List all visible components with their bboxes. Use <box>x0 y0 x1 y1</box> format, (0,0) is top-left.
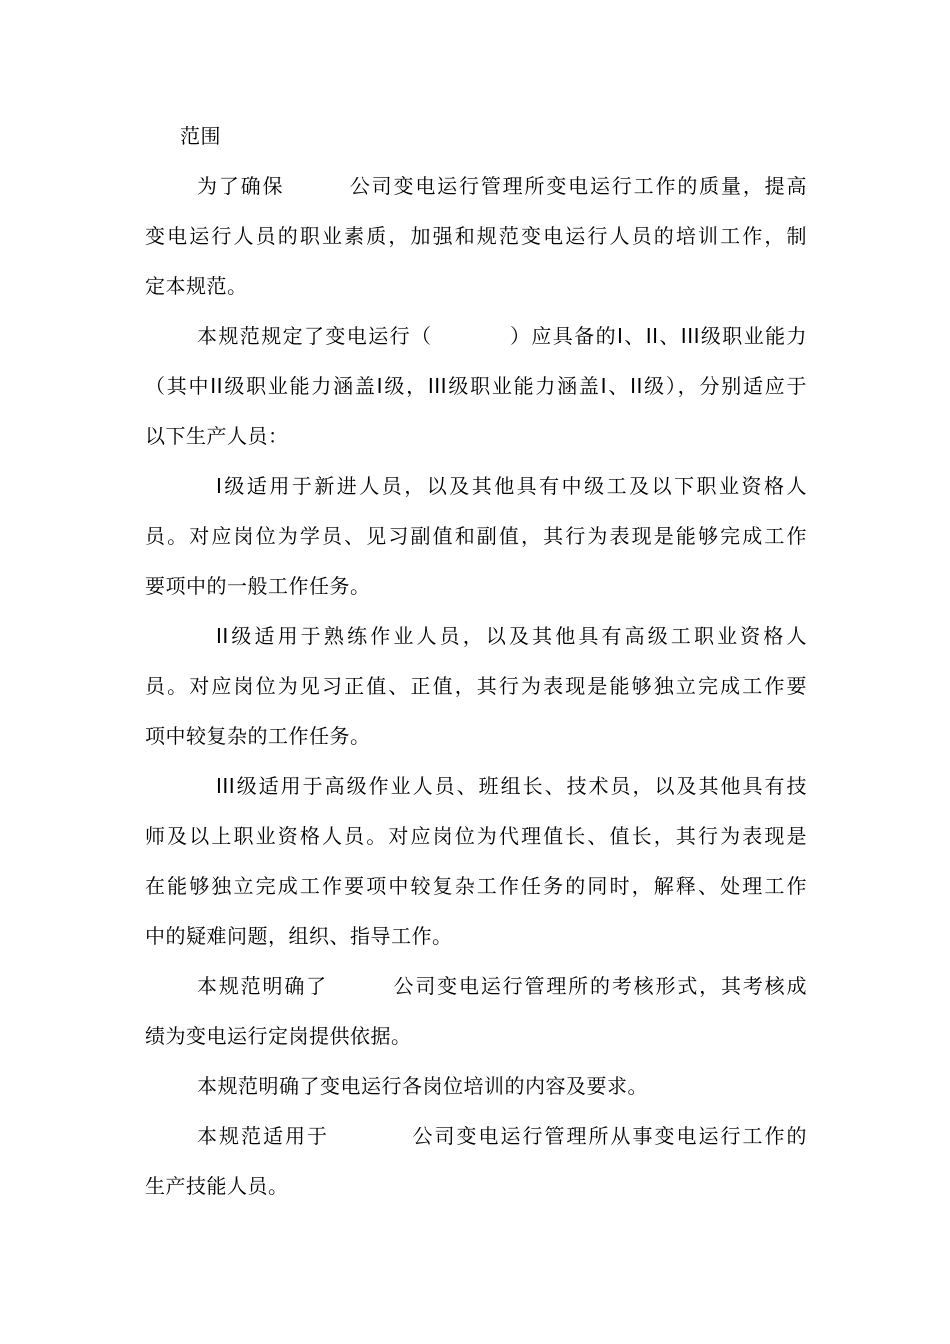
paragraph-3-line-3: 要项中的一般工作任务。 <box>145 574 371 598</box>
paragraph-1-line-1: 为了确保 公司变电运行管理所变电运行工作的质量，提高 <box>197 174 807 198</box>
paragraph-1-line-2: 变电运行人员的职业素质，加强和规范变电运行人员的培训工作，制 <box>145 224 807 248</box>
paragraph-5-line-4: 中的疑难问题，组织、指导工作。 <box>145 924 453 948</box>
paragraph-5-line-3: 在能够独立完成工作要项中较复杂工作任务的同时，解释、处理工作 <box>145 874 807 898</box>
paragraph-3-line-2: 员。对应岗位为学员、见习副值和副值，其行为表现是能够完成工作 <box>145 524 807 548</box>
paragraph-8-line-2: 生产技能人员。 <box>145 1174 289 1198</box>
paragraph-6-line-2: 绩为变电运行定岗提供依据。 <box>145 1024 412 1048</box>
paragraph-3-line-1: I级适用于新进人员，以及其他具有中级工及以下职业资格人 <box>216 474 807 498</box>
paragraph-2-line-1: 本规范规定了变电运行（ ）应具备的I、II、III级职业能力 <box>197 324 807 348</box>
paragraph-5-line-2: 师及以上职业资格人员。对应岗位为代理值长、值长，其行为表现是 <box>145 824 807 848</box>
paragraph-2-line-3: 以下生产人员： <box>145 424 289 448</box>
paragraph-5-line-1: III级适用于高级作业人员、班组长、技术员，以及其他具有技 <box>216 774 807 798</box>
paragraph-4-line-3: 项中较复杂的工作任务。 <box>145 724 371 748</box>
paragraph-8-line-1: 本规范适用于 公司变电运行管理所从事变电运行工作的 <box>197 1124 807 1148</box>
paragraph-4-line-2: 员。对应岗位为见习正值、正值，其行为表现是能够独立完成工作要 <box>145 674 807 698</box>
paragraph-2-line-2: （其中II级职业能力涵盖I级，III级职业能力涵盖I、II级），分别适应于 <box>145 374 807 398</box>
paragraph-6-line-1: 本规范明确了 公司变电运行管理所的考核形式，其考核成 <box>197 974 807 998</box>
section-heading: 范围 <box>180 124 221 148</box>
paragraph-4-line-1: II级适用于熟练作业人员，以及其他具有高级工职业资格人 <box>216 624 807 648</box>
paragraph-1-line-3: 定本规范。 <box>145 274 248 298</box>
paragraph-7-line-1: 本规范明确了变电运行各岗位培训的内容及要求。 <box>197 1074 648 1098</box>
